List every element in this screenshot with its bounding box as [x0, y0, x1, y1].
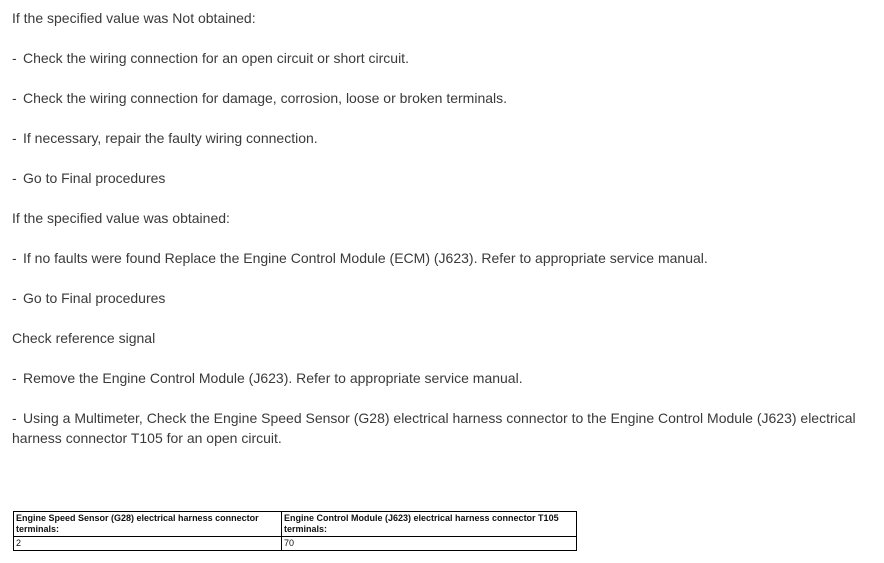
- bullet-dash: -: [12, 50, 17, 66]
- table-row: [14, 537, 577, 551]
- step-item: [12, 88, 874, 108]
- step-item: [12, 408, 874, 448]
- step-item: [12, 168, 874, 188]
- bullet-dash: -: [12, 130, 17, 146]
- step-text: If no faults were found Replace the Engine Control Module (ECM) (J623). Refer to appropriate service manual.: [23, 250, 708, 266]
- table-header-cell: Engine Speed Sensor (G28) electrical harness connector terminals:: [14, 512, 282, 537]
- step-text: Using a Multimeter, Check the Engine Speed Sensor (G28) electrical harness connector to the Engine Control Module (J623) electrical harness connector T105 for an open circuit.: [12, 410, 856, 446]
- step-text: Check the wiring connection for damage, corrosion, loose or broken terminals.: [23, 90, 508, 106]
- table-cell: 2: [14, 537, 282, 551]
- step-text: If necessary, repair the faulty wiring connection.: [23, 130, 318, 146]
- terminal-table: [13, 511, 577, 551]
- step-text: Check the wiring connection for an open circuit or short circuit.: [23, 50, 409, 66]
- step-item: [12, 48, 874, 68]
- table-header-row: [14, 512, 577, 537]
- table-cell: 70: [282, 537, 577, 551]
- step-text: Go to Final procedures: [23, 170, 166, 186]
- step-item: [12, 128, 874, 148]
- step-item: [12, 368, 874, 388]
- step-item: [12, 248, 874, 268]
- procedure-content: [12, 8, 874, 468]
- bullet-dash: -: [12, 250, 17, 266]
- section-heading: Check reference signal: [12, 330, 156, 346]
- bullet-dash: -: [12, 370, 17, 386]
- not-obtained-heading: If the specified value was Not obtained:: [12, 10, 256, 26]
- step-text: Remove the Engine Control Module (J623). Refer to appropriate service manual.: [23, 370, 523, 386]
- obtained-heading: If the specified value was obtained:: [12, 210, 230, 226]
- bullet-dash: -: [12, 170, 17, 186]
- bullet-dash: -: [12, 90, 17, 106]
- bullet-dash: -: [12, 410, 17, 426]
- terminal-table-wrapper: [13, 511, 577, 551]
- bullet-dash: -: [12, 290, 17, 306]
- step-text: Go to Final procedures: [23, 290, 166, 306]
- step-item: [12, 288, 874, 308]
- table-header-cell: Engine Control Module (J623) electrical harness connector T105 terminals:: [282, 512, 577, 537]
